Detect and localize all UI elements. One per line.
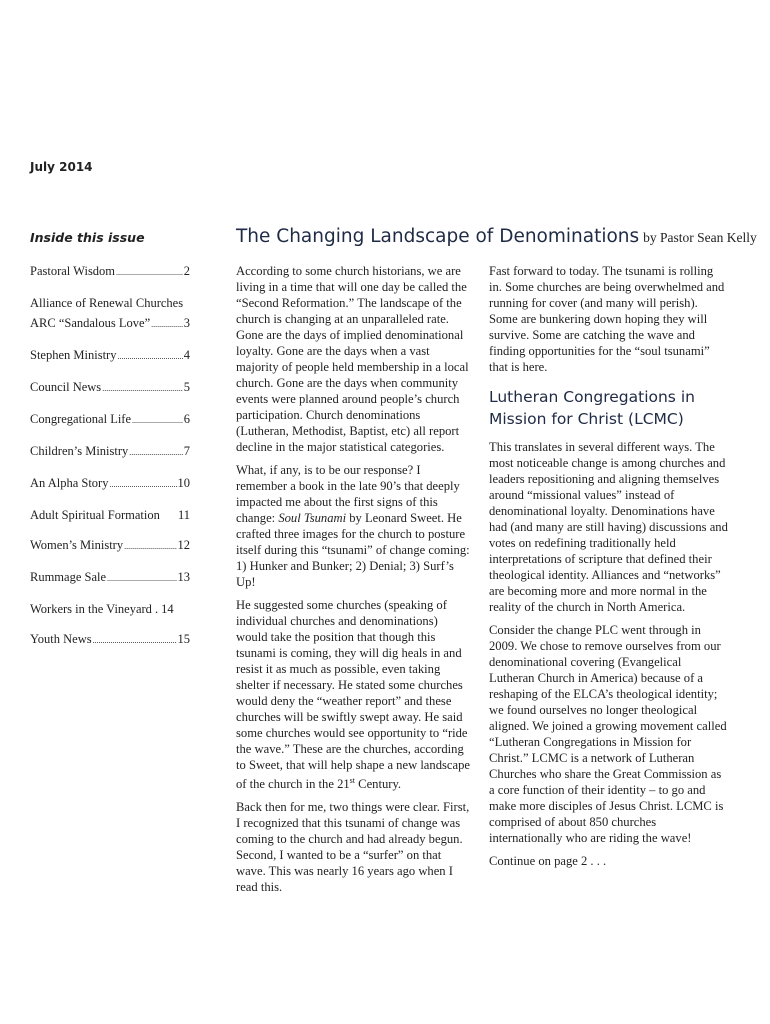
toc-page: 14 bbox=[161, 602, 174, 616]
toc-page: 15 bbox=[177, 632, 190, 646]
toc-page: 5 bbox=[183, 380, 190, 394]
toc-page: 10 bbox=[177, 476, 190, 490]
continue-note: Continue on page 2 . . . bbox=[489, 854, 607, 868]
issue-date: July 2014 bbox=[30, 160, 93, 174]
toc-item-adult-spiritual-formation bbox=[30, 507, 190, 523]
toc-label: Workers in the Vineyard bbox=[30, 602, 152, 616]
toc-page: 12 bbox=[177, 538, 190, 552]
article-column-2 bbox=[489, 263, 729, 876]
toc-page: 2 bbox=[183, 264, 190, 278]
toc-item-childrens-ministry bbox=[30, 443, 190, 461]
paragraph: This translates in several different ways. The most noticeable change is among churches and leaders repositioning and aligning themselves around “missional values” instead of denominational loyalty. Denominations have had (and many are still having) discussions and votes on redefining traditionally held interpretations of scripture that defined their theological identity. Alliances and “networks” are becoming more and more normal in the reality of the church in North America. bbox=[489, 440, 728, 614]
toc-leader-dots bbox=[102, 381, 183, 397]
paragraph: Back then for me, two things were clear. First, I recognized that this tsunami of change was coming to the church and had already begun. Second, I wanted to be a “surfer” on that wave. This was nearly 16 years ago when I read this. bbox=[236, 800, 470, 895]
paragraph: Consider the change PLC went through in 2009. We chose to remove ourselves from our denominational covering (Evangelical Lutheran Church in America) because of a reshaping of the ELCA’s theological identity; we found ourselves no longer theological aligned. We joined a growing movement called “Lutheran Congregations in Mission for Christ.” LCMC is a network of Lutheran Churches who share the Great Commission as a core function of their identity – to go and make more disciples of Jesus Christ. LCMC is comprised of about 850 churches internationally who are riding the wave! bbox=[489, 623, 727, 845]
toc-item-arc bbox=[30, 295, 190, 333]
toc-label: Rummage Sale bbox=[30, 570, 107, 584]
toc-page: 4 bbox=[183, 348, 190, 362]
toc-page: 6 bbox=[183, 412, 190, 426]
toc-leader-dots bbox=[132, 413, 183, 429]
toc-leader-dots bbox=[93, 633, 177, 649]
toc-leader-dots bbox=[109, 477, 176, 493]
article-byline: by Pastor Sean Kelly bbox=[643, 230, 757, 245]
toc-label: Women’s Ministry bbox=[30, 538, 124, 552]
toc-label: Children’s Ministry bbox=[30, 444, 129, 458]
toc-label: ARC “Sandalous Love” bbox=[30, 316, 151, 330]
toc-label: Stephen Ministry bbox=[30, 348, 117, 362]
toc-page: 13 bbox=[177, 570, 190, 584]
article-headline bbox=[236, 226, 757, 247]
toc-leader-dots bbox=[129, 445, 182, 461]
toc-leader-dots bbox=[116, 265, 183, 281]
toc-leader-dots bbox=[124, 539, 176, 555]
toc-item-pastoral-wisdom bbox=[30, 263, 190, 281]
toc-item-alpha-story bbox=[30, 475, 190, 493]
article-title: The Changing Landscape of Denominations bbox=[236, 226, 640, 247]
toc-leader-dots bbox=[117, 349, 182, 365]
section-heading: Lutheran Congregations in Mission for Christ (LCMC) bbox=[489, 388, 695, 428]
toc-page: 3 bbox=[183, 316, 190, 330]
toc-item-rummage-sale bbox=[30, 569, 190, 587]
paragraph: What, if any, is to be our response? I remember a book in the late 90’s that deeply impacted me about the first signs of this change: Soul Tsunami by Leonard Sweet. He crafted three images for the church to posture itself during this “tsunami” of change coming: 1) Hunker and Bunker; 2) Denial; 3) Surf’s Up! bbox=[236, 463, 470, 589]
toc-page: 11 bbox=[177, 508, 190, 522]
toc-page: 7 bbox=[183, 444, 190, 458]
table-of-contents bbox=[30, 230, 190, 663]
toc-item-workers-in-the-vineyard: Workers in the Vineyard . 14 bbox=[30, 602, 174, 616]
toc-item-womens-ministry bbox=[30, 537, 190, 555]
paragraph: According to some church historians, we are living in a time that will one day be called the “Second Reformation.” The landscape of the church is changing at an unparalleled rate. Gone are the days of implied denominational loyalty. Gone are the days when a vast majority of people held membership in a local church. Gone are the days when community events were planned around people’s church participation. Church denominations (Lutheran, Methodist, Baptist, etc) all report decline in the major statistical categories. bbox=[236, 264, 469, 454]
toc-label-line1: Alliance of Renewal Churches bbox=[30, 296, 184, 310]
book-title: Soul Tsunami bbox=[278, 511, 347, 525]
toc-label: Youth News bbox=[30, 632, 92, 646]
toc-label: Adult Spiritual Formation bbox=[30, 508, 160, 522]
toc-item-council-news bbox=[30, 379, 190, 397]
toc-label: An Alpha Story bbox=[30, 476, 109, 490]
paragraph: He suggested some churches (speaking of individual churches and denominations) would take the position that though this tsunami is coming, they will dig heals in and resist it as much as possible, even taking shelter if necessary. He stated some churches would deny the “weather report” and these churches will be swiftly swept away. He said some churches would see opportunity to “ride the wave.” These are the churches, according to Sweet, that will help shape a new landscape of the church in the 21st Century. bbox=[236, 598, 470, 792]
article-column-1 bbox=[236, 263, 472, 902]
toc-label: Pastoral Wisdom bbox=[30, 264, 116, 278]
toc-label: Congregational Life bbox=[30, 412, 132, 426]
toc-leader-dots bbox=[151, 317, 183, 333]
toc-item-youth-news bbox=[30, 631, 190, 649]
toc-item-congregational-life bbox=[30, 411, 190, 429]
toc-item-stephen-ministry bbox=[30, 347, 190, 365]
toc-title: Inside this issue bbox=[30, 230, 145, 245]
toc-leader-dots bbox=[107, 571, 176, 587]
paragraph: Fast forward to today. The tsunami is rolling in. Some churches are being overwhelmed and running for cover (and many will perish). Some are bunkering down hoping they will survive. Some are catching the wave and finding opportunities for the “soul tsunami” that is here. bbox=[489, 264, 725, 374]
toc-label: Council News bbox=[30, 380, 102, 394]
